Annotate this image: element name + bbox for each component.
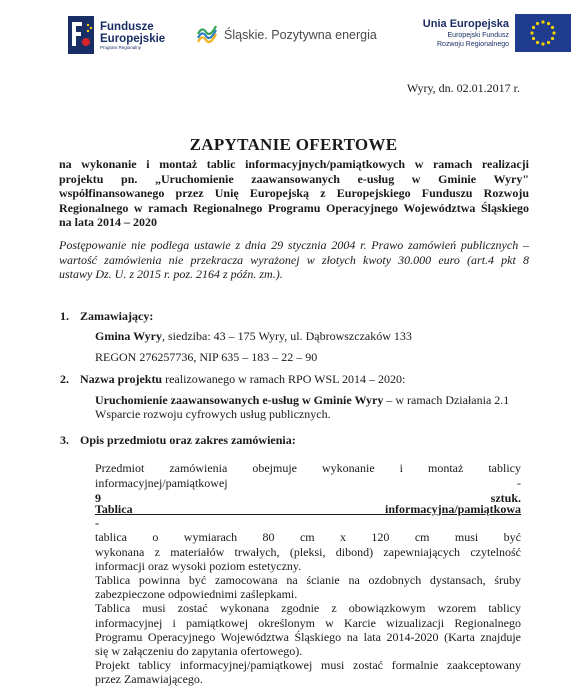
tablica-dash: -	[95, 516, 99, 531]
unia-europejska-logo	[371, 14, 571, 54]
gmina-name: Gmina Wyry	[95, 329, 163, 343]
section2-number: 2.	[60, 372, 69, 386]
ue-line3: Rozwoju Regionalnego	[437, 41, 509, 48]
section3-subject	[95, 461, 521, 506]
fe-line1: Fundusze	[100, 21, 154, 33]
para3-line: Programu Operacyjnego Województwa Śląskiego na lata 2014-2020 (Karta znajduje	[95, 629, 521, 644]
project-action: – w ramach Działania 2.1	[383, 393, 510, 407]
slaskie-wave-icon	[196, 24, 218, 46]
section3-tablica	[95, 502, 521, 687]
para3-line: Tablica musi zostać wykonana zgodnie z obowiązkowym wzorem tablicy	[95, 601, 521, 616]
subtitle-line: na lata 2014 – 2020	[59, 215, 158, 229]
fe-line2: Europejskie	[100, 33, 166, 45]
gmina-address: , siedziba: 43 – 175 Wyry, ul. Dąbrowszczaków 133	[162, 329, 412, 343]
tablica-line: informacji oraz wysoki poziom estetyczny.	[95, 558, 302, 573]
para2-line: zabezpieczone odpowiednimi zaślepkami.	[95, 587, 298, 602]
section2-heading-rest: realizowanego w ramach RPO WSL 2014 – 2020:	[162, 372, 406, 386]
ue-line2: Europejski Fundusz	[447, 32, 509, 39]
fundusze-europejskie-mark-icon	[68, 16, 94, 54]
subtitle-line: Regionalnego w ramach Regionalnego Programu Operacyjnego Województwa Śląskiego	[59, 200, 529, 215]
section1-heading: Zamawiający:	[80, 309, 154, 323]
subtitle-line: na wykonanie i montaż tablic informacyjnych/pamiątkowych w ramach realizacji	[59, 157, 529, 171]
para4-line: przez Zamawiającego.	[95, 672, 203, 687]
section2-project	[95, 393, 509, 408]
subject-line: Przedmiot zamówienia obejmuje wykonanie i montaż tablicy	[95, 461, 521, 475]
tablica-label: Tablica informacyjna/pamiątkowa	[95, 502, 521, 516]
subtitle-line: współfinansowanego przez Unię Europejską z Europejskiego Funduszu Rozwoju	[59, 186, 529, 200]
para2-line: Tablica powinna być zamocowana na ścianie na ozdobnych dystansach, śruby	[95, 573, 521, 588]
para3-line: się w załączeniu do zapytania ofertowego).	[95, 644, 303, 659]
document-subtitle	[59, 157, 529, 230]
project-name: Uruchomienie zaawansowanych e-usług w Gminie Wyry	[95, 393, 384, 407]
section3-heading: Opis przedmiotu oraz zakres zamówienia:	[80, 433, 296, 447]
section3-number: 3.	[60, 433, 69, 447]
section2-heading	[80, 372, 405, 387]
subject-plain: informacyjnej/pamiątkowej -	[95, 476, 521, 490]
section1-number: 1.	[60, 309, 69, 323]
note-line: wartość zamówienia nie przekracza wyrażonej w złotych kwoty 30.000 euro (art.4 pkt 8	[59, 252, 529, 267]
document-date: Wyry, dn. 02.01.2017 r.	[406, 81, 520, 95]
section1-regon: REGON 276257736, NIP 635 – 183 – 22 – 90	[95, 350, 318, 364]
tablica-line: wykonana z materiałów trwałych, (pleksi, dibond) zapewniających czytelność	[95, 544, 521, 559]
document-title: ZAPYTANIE OFERTOWE	[189, 135, 398, 154]
section2-heading-bold: Nazwa projektu	[80, 372, 163, 386]
logo-header	[0, 14, 587, 60]
para3-line: informacyjnej i pamiątkowej określonym w Karcie wizualizacji Regionalnego	[95, 615, 521, 630]
subject-count: 9 sztuk.	[95, 491, 521, 505]
section1-address	[95, 329, 412, 344]
legal-note	[59, 238, 529, 282]
note-line: ustawy Dz. U. z 2015 r. poz. 2164 z późn. zm.).	[59, 267, 283, 281]
tablica-line1-rest: tablica o wymiarach 80 cm x 120 cm musi być	[95, 530, 521, 545]
ue-line1: Unia Europejska	[422, 18, 509, 30]
para4-line: Projekt tablicy informacyjnej/pamiątkowej musi zostać formalnie zaakceptowany	[95, 658, 521, 673]
tablica-line-1	[95, 502, 521, 545]
slaskie-text: Śląskie. Pozytywna energia	[224, 28, 377, 42]
note-line: Postępowanie nie podlega ustawie z dnia 29 stycznia 2004 r. Prawo zamówień publicznych –	[59, 238, 529, 252]
eu-flag-icon	[515, 14, 571, 52]
fe-line3: Program Regionalny	[100, 45, 142, 50]
subtitle-line: projektu pn. „Uruchomienie zaawansowanych e-usług w Gminie Wyry"	[59, 171, 529, 186]
section2-project-line2: Wsparcie rozwoju cyfrowych usług publicznych.	[95, 407, 331, 421]
